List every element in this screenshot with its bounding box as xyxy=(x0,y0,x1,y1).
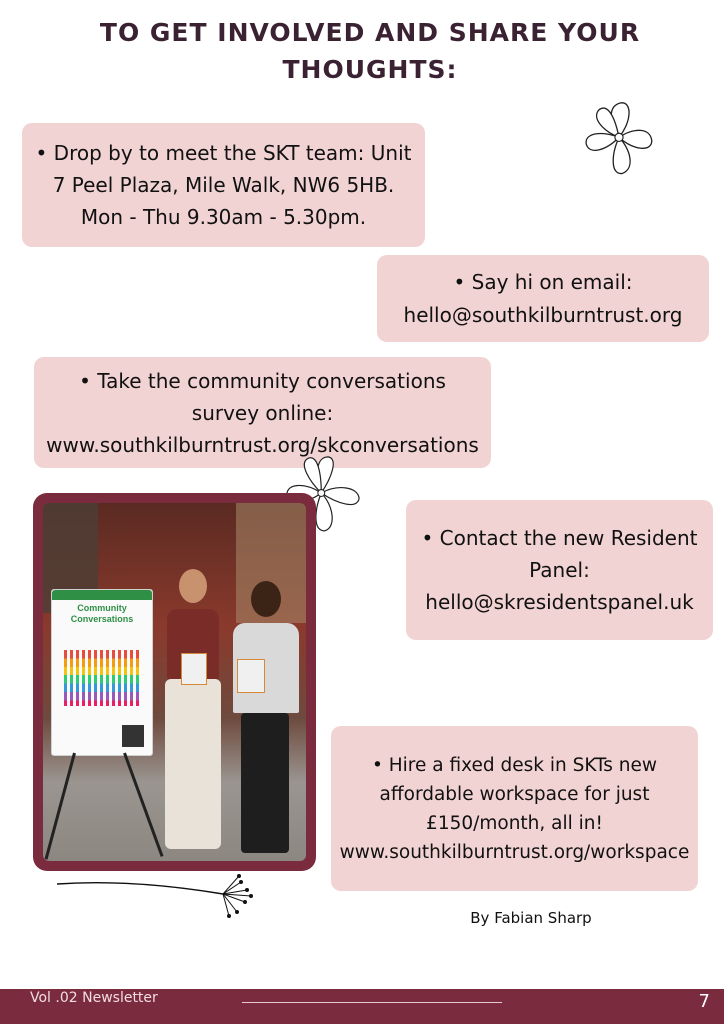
footer-bar xyxy=(0,989,724,1024)
person-right xyxy=(227,581,303,861)
leaflet xyxy=(237,659,265,693)
email-info-box xyxy=(377,255,709,342)
panel-line-1: • Contact the new Resident xyxy=(421,526,698,550)
visit-line-1: • Drop by to meet the SKT team: Unit xyxy=(35,141,412,165)
survey-url-link[interactable]: www.southkilburntrust.org/skconversations xyxy=(46,432,479,457)
visit-line-3: Mon - Thu 9.30am - 5.30pm. xyxy=(80,205,367,229)
workspace-line-3: £150/month, all in! xyxy=(426,812,603,834)
visit-line-2: 7 Peel Plaza, Mile Walk, NW6 5HB. xyxy=(52,173,395,197)
email-line-1: • Say hi on email: xyxy=(453,269,633,294)
flower-outline-icon xyxy=(578,98,660,180)
page-title xyxy=(60,14,680,88)
survey-line-2: survey online: xyxy=(191,400,334,425)
panel-email-link[interactable]: hello@skresidentspanel.uk xyxy=(425,590,694,614)
survey-info-box xyxy=(34,357,491,468)
photo-frame xyxy=(33,493,316,871)
workspace-url-link[interactable]: www.southkilburntrust.org/workspace xyxy=(339,841,690,863)
email-address-link[interactable]: hello@southkilburntrust.org xyxy=(403,302,683,327)
qr-code xyxy=(122,725,144,747)
page-title-line-2: THOUGHTS: xyxy=(282,55,458,84)
resident-panel-box xyxy=(406,500,713,640)
workspace-box xyxy=(331,726,698,891)
poster-title-1: Community xyxy=(77,603,127,613)
person-left xyxy=(161,569,225,859)
workspace-line-2: affordable workspace for just xyxy=(379,783,650,805)
poster-title-2: Conversations xyxy=(70,614,134,624)
leaflet xyxy=(181,653,207,685)
author-byline: By Fabian Sharp xyxy=(470,909,592,927)
survey-line-1: • Take the community conversations xyxy=(79,368,446,393)
community-photo xyxy=(43,503,306,861)
newsletter-label: Vol .02 Newsletter xyxy=(30,990,158,1006)
page-number: 7 xyxy=(698,991,710,1012)
panel-line-2: Panel: xyxy=(529,558,590,582)
poster-board xyxy=(51,589,153,756)
dandelion-branch-icon xyxy=(55,872,265,922)
page-title-line-1: TO GET INVOLVED AND SHARE YOUR xyxy=(99,18,641,47)
visit-info-box xyxy=(22,123,425,247)
footer-divider xyxy=(242,1002,502,1003)
workspace-line-1: • Hire a fixed desk in SKTs new xyxy=(371,754,658,776)
